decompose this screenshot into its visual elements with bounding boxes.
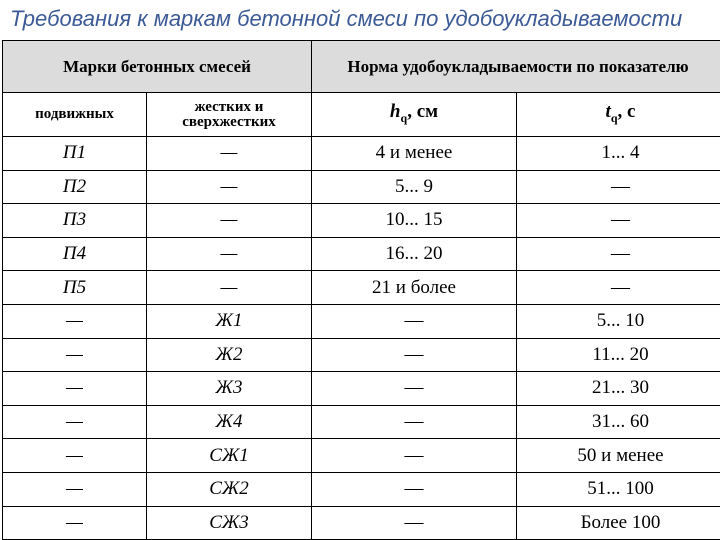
cell-stiff-mark: Ж2 — [147, 338, 312, 372]
cell-slump-h: — — [312, 506, 517, 540]
cell-mobile-mark: П4 — [3, 237, 147, 271]
cell-slump-h: 21 и более — [312, 271, 517, 305]
table-row — [3, 472, 720, 506]
cell-stiff-mark: — — [147, 170, 312, 204]
table-row — [3, 439, 720, 473]
cell-mobile-mark: — — [3, 472, 147, 506]
table-row — [3, 170, 720, 204]
page-title: Требования к маркам бетонной смеси по удобоукладываемости — [10, 6, 683, 31]
cell-slump-h: — — [312, 472, 517, 506]
table-row — [3, 372, 720, 406]
cell-stiff-mark: СЖ1 — [147, 439, 312, 473]
header-row-columns — [3, 93, 720, 137]
table-row — [3, 237, 720, 271]
cell-time-t: — — [517, 204, 720, 238]
cell-stiff-mark: Ж4 — [147, 405, 312, 439]
cell-time-t: 5... 10 — [517, 304, 720, 338]
cell-stiff-mark: СЖ3 — [147, 506, 312, 540]
header-slump-h — [312, 93, 517, 137]
cell-stiff-mark: Ж1 — [147, 304, 312, 338]
cell-mobile-mark: — — [3, 439, 147, 473]
cell-mobile-mark: — — [3, 372, 147, 406]
cell-time-t: 31... 60 — [517, 405, 720, 439]
cell-time-t: 51... 100 — [517, 472, 720, 506]
table-row — [3, 506, 720, 540]
cell-mobile-mark: — — [3, 405, 147, 439]
table-row — [3, 271, 720, 305]
table-body — [3, 137, 720, 540]
cell-mobile-mark: — — [3, 304, 147, 338]
header-time-t — [517, 93, 720, 137]
header-t-unit: , с — [617, 100, 636, 122]
cell-mobile-mark: П1 — [3, 137, 147, 171]
cell-stiff-mark: СЖ2 — [147, 472, 312, 506]
header-stiff: жестких и сверхжестких — [147, 93, 312, 137]
table-row — [3, 405, 720, 439]
cell-slump-h: 10... 15 — [312, 204, 517, 238]
cell-slump-h: 16... 20 — [312, 237, 517, 271]
table-row — [3, 137, 720, 171]
cell-time-t: — — [517, 271, 720, 305]
header-row-groups — [3, 41, 720, 93]
header-h-symbol: h — [389, 100, 401, 122]
table-row — [3, 204, 720, 238]
cell-stiff-mark: — — [147, 137, 312, 171]
cell-time-t: — — [517, 170, 720, 204]
table-row — [3, 338, 720, 372]
cell-time-t: 21... 30 — [517, 372, 720, 406]
cell-stiff-mark: — — [147, 237, 312, 271]
header-mobile: подвижных — [3, 93, 147, 137]
cell-time-t: Более 100 — [517, 506, 720, 540]
cell-time-t: 11... 20 — [517, 338, 720, 372]
cell-stiff-mark: — — [147, 204, 312, 238]
cell-slump-h: — — [312, 439, 517, 473]
cell-mobile-mark: — — [3, 506, 147, 540]
header-h-subscript: q — [400, 110, 408, 125]
cell-stiff-mark: — — [147, 271, 312, 305]
header-t-symbol: t — [605, 100, 611, 122]
workability-table — [2, 40, 720, 540]
header-norm-group: Норма удобоукладываемости по показателю — [312, 41, 720, 93]
cell-time-t: — — [517, 237, 720, 271]
header-t-subscript: q — [610, 110, 618, 125]
cell-time-t: 50 и менее — [517, 439, 720, 473]
cell-mobile-mark: П2 — [3, 170, 147, 204]
cell-slump-h: — — [312, 338, 517, 372]
cell-slump-h: 4 и менее — [312, 137, 517, 171]
cell-time-t: 1... 4 — [517, 137, 720, 171]
cell-slump-h: — — [312, 405, 517, 439]
header-h-unit: , см — [407, 100, 439, 122]
cell-mobile-mark: П3 — [3, 204, 147, 238]
table-row — [3, 304, 720, 338]
cell-slump-h: — — [312, 304, 517, 338]
cell-slump-h: — — [312, 372, 517, 406]
cell-mobile-mark: — — [3, 338, 147, 372]
cell-mobile-mark: П5 — [3, 271, 147, 305]
cell-stiff-mark: Ж3 — [147, 372, 312, 406]
header-marks-group: Марки бетонных смесей — [3, 41, 312, 93]
cell-slump-h: 5... 9 — [312, 170, 517, 204]
